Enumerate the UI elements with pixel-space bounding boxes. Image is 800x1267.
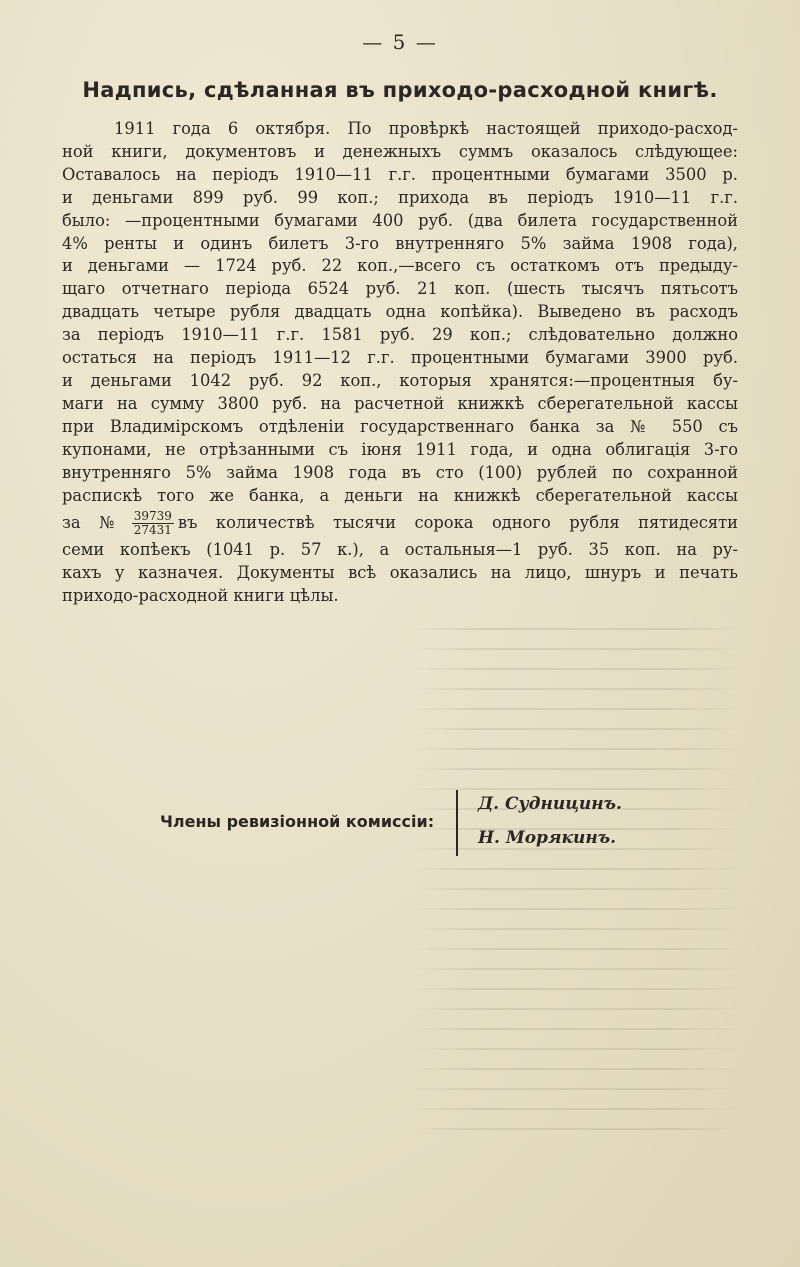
fraction-denominator: 27431 <box>133 523 172 538</box>
fraction-line <box>62 507 738 539</box>
signature-name: Д. Судницинъ. <box>478 794 622 814</box>
body-line: купонами, не отрѣзанными съ іюня 1911 года, и одна облигація 3-го <box>62 439 738 459</box>
body-line: ной книги, документовъ и денежныхъ суммъ оказалось слѣдующее: <box>62 141 738 161</box>
body-line: 4% ренты и одинъ билетъ 3-го внутренняго 5% займа 1908 года), <box>62 233 738 253</box>
fraction-numerator: 39739 <box>133 509 172 524</box>
fraction-prefix: за № <box>62 513 128 533</box>
signature-block <box>160 790 680 860</box>
body-line: Оставалось на періодъ 1910—11 г.г. процентными бумагами 3500 р. <box>62 164 738 184</box>
account-number-fraction <box>132 510 174 537</box>
body-line: остаться на періодъ 1911—12 г.г. процентными бумагами 3900 руб. <box>62 348 738 368</box>
body-line: маги на сумму 3800 руб. на расчетной книжкѣ сберегательной кассы <box>62 393 738 413</box>
body-line: внутренняго 5% займа 1908 года въ сто (100) рублей по сохранной <box>62 462 738 482</box>
body-line: и деньгами 899 руб. 99 коп.; прихода въ періодъ 1910—11 г.г. <box>62 187 738 207</box>
body-line: было: —процентными бумагами 400 руб. (два билета государственной <box>62 210 738 230</box>
body-line: 1911 года 6 октября. По провѣркѣ настоящей приходо-расход- <box>114 119 738 138</box>
body-line: при Владимірскомъ отдѣленіи государственнаго банка за № 550 съ <box>62 416 738 436</box>
page-number: — 5 — <box>362 30 438 54</box>
body-line: кахъ у казначея. Документы всѣ оказались на лицо, шнуръ и печать <box>62 563 738 583</box>
body-line: щаго отчетнаго періода 6524 руб. 21 коп. (шесть тысячъ пятьсотъ <box>62 279 738 299</box>
signature-label: Члены ревизіонной комиссіи: <box>160 812 435 831</box>
body-line: приходо-расходной книги цѣлы. <box>62 586 339 606</box>
body-line: семи копѣекъ (1041 р. 57 к.), а остальныя—1 руб. 35 коп. на ру- <box>62 540 738 560</box>
signature-name: Н. Морякинъ. <box>478 828 617 848</box>
body-line: двадцать четыре рубля двадцать одна копѣйка). Выведено въ расходъ <box>62 302 738 322</box>
body-paragraph <box>62 118 738 608</box>
signature-bracket <box>456 790 458 856</box>
fraction-suffix: въ количествѣ тысячи сорока одного рубля пятидесяти <box>177 513 738 533</box>
show-through-bleed <box>410 610 740 1130</box>
body-line: и деньгами 1042 руб. 92 коп., которыя хранятся:—процентныя бу- <box>62 370 738 390</box>
body-line: за періодъ 1910—11 г.г. 1581 руб. 29 коп.; слѣдовательно должно <box>62 325 738 345</box>
body-line: и деньгами — 1724 руб. 22 коп.,—всего съ остаткомъ отъ предыду- <box>62 256 738 276</box>
body-line: распискѣ того же банка, а деньги на книжкѣ сберегательной кассы <box>62 485 738 505</box>
page-title: Надпись, сдѣланная въ приходо-расходной книгѣ. <box>82 78 718 102</box>
